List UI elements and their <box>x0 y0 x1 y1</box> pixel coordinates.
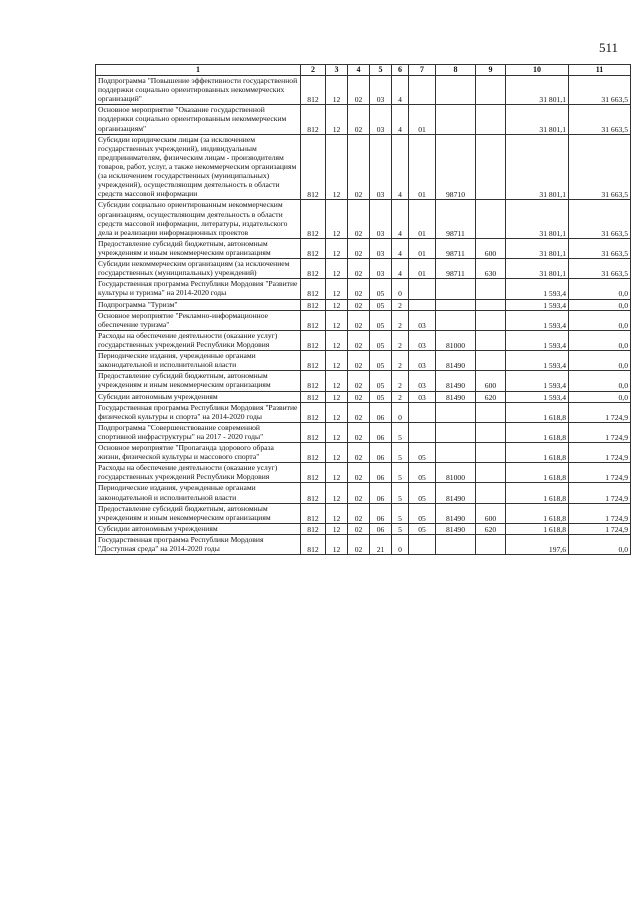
page-number: 511 <box>598 40 618 55</box>
subprogram-cell: 4 <box>392 200 409 238</box>
table-row <box>96 535 631 555</box>
subsection-cell: 02 <box>348 200 370 238</box>
column-header: 5 <box>370 65 392 76</box>
expense-type-cell: 620 <box>476 523 506 534</box>
amount-2020-cell: 31 663,5 <box>569 200 631 238</box>
column-header: 6 <box>392 65 409 76</box>
subsection-cell: 02 <box>348 279 370 299</box>
amount-2019-cell: 31 801,1 <box>506 134 569 200</box>
subsection-cell: 02 <box>348 463 370 483</box>
measure-cell <box>409 76 436 105</box>
subprogram-cell: 2 <box>392 330 409 350</box>
row-name-cell: Субсидии социально ориентированным некоммерческим организациям, осуществляющим деятельность в области средств массовой информации, литературы, издательского дела и реализации информационных проектов <box>96 200 301 238</box>
amount-2019-cell: 1 593,4 <box>506 279 569 299</box>
admin-code-cell: 812 <box>301 371 326 391</box>
expense-type-cell <box>476 310 506 330</box>
program-cell: 06 <box>370 483 392 503</box>
subsection-cell: 02 <box>348 330 370 350</box>
section-cell: 12 <box>326 402 348 422</box>
program-cell: 06 <box>370 402 392 422</box>
subprogram-cell: 4 <box>392 76 409 105</box>
measure-cell: 03 <box>409 391 436 402</box>
amount-2019-cell: 1 593,4 <box>506 330 569 350</box>
amount-2020-cell: 0,0 <box>569 371 631 391</box>
section-cell: 12 <box>326 259 348 279</box>
admin-code-cell: 812 <box>301 310 326 330</box>
program-cell: 03 <box>370 134 392 200</box>
amount-2019-cell: 1 618,8 <box>506 443 569 463</box>
program-cell: 06 <box>370 463 392 483</box>
direction-cell: 81000 <box>436 330 476 350</box>
section-cell: 12 <box>326 238 348 258</box>
section-cell: 12 <box>326 523 348 534</box>
amount-2020-cell: 1 724,9 <box>569 523 631 534</box>
amount-2020-cell: 0,0 <box>569 330 631 350</box>
subprogram-cell: 4 <box>392 105 409 134</box>
table-row <box>96 523 631 534</box>
admin-code-cell: 812 <box>301 330 326 350</box>
subsection-cell: 02 <box>348 443 370 463</box>
amount-2019-cell: 1 618,8 <box>506 463 569 483</box>
table-row <box>96 279 631 299</box>
subsection-cell: 02 <box>348 351 370 371</box>
amount-2020-cell: 0,0 <box>569 351 631 371</box>
column-header: 7 <box>409 65 436 76</box>
table-row <box>96 402 631 422</box>
subprogram-cell: 2 <box>392 351 409 371</box>
measure-cell: 03 <box>409 310 436 330</box>
amount-2019-cell: 1 618,8 <box>506 422 569 442</box>
subprogram-cell: 4 <box>392 238 409 258</box>
column-header: 11 <box>569 65 631 76</box>
row-name-cell: Основное мероприятие "Оказание государственной поддержки социально ориентированным некоммерческим организациям" <box>96 105 301 134</box>
program-cell: 05 <box>370 330 392 350</box>
subsection-cell: 02 <box>348 422 370 442</box>
section-cell: 12 <box>326 483 348 503</box>
section-cell: 12 <box>326 200 348 238</box>
direction-cell: 81490 <box>436 523 476 534</box>
row-name-cell: Предоставление субсидий бюджетным, автономным учреждениям и иным некоммерческим организациям <box>96 238 301 258</box>
amount-2020-cell: 0,0 <box>569 391 631 402</box>
measure-cell <box>409 402 436 422</box>
expense-type-cell <box>476 330 506 350</box>
admin-code-cell: 812 <box>301 503 326 523</box>
row-name-cell: Предоставление субсидий бюджетным, автономным учреждениям и иным некоммерческим организациям <box>96 371 301 391</box>
subprogram-cell: 2 <box>392 310 409 330</box>
subprogram-cell: 0 <box>392 402 409 422</box>
section-cell: 12 <box>326 503 348 523</box>
subsection-cell: 02 <box>348 76 370 105</box>
column-header: 8 <box>436 65 476 76</box>
table-row <box>96 105 631 134</box>
direction-cell <box>436 443 476 463</box>
row-name-cell: Расходы на обеспечение деятельности (оказание услуг) государственных учреждений Республики Мордовия <box>96 330 301 350</box>
subsection-cell: 02 <box>348 371 370 391</box>
amount-2020-cell: 1 724,9 <box>569 483 631 503</box>
expense-type-cell <box>476 351 506 371</box>
amount-2020-cell: 0,0 <box>569 279 631 299</box>
amount-2020-cell: 1 724,9 <box>569 503 631 523</box>
amount-2020-cell: 1 724,9 <box>569 422 631 442</box>
amount-2019-cell: 31 801,1 <box>506 238 569 258</box>
subsection-cell: 02 <box>348 299 370 310</box>
table-row <box>96 463 631 483</box>
admin-code-cell: 812 <box>301 523 326 534</box>
measure-cell: 05 <box>409 463 436 483</box>
section-cell: 12 <box>326 105 348 134</box>
subsection-cell: 02 <box>348 535 370 555</box>
program-cell: 05 <box>370 351 392 371</box>
expense-type-cell <box>476 279 506 299</box>
subsection-cell: 02 <box>348 134 370 200</box>
program-cell: 06 <box>370 503 392 523</box>
section-cell: 12 <box>326 422 348 442</box>
direction-cell: 81000 <box>436 463 476 483</box>
amount-2019-cell: 1 593,4 <box>506 310 569 330</box>
direction-cell: 81490 <box>436 351 476 371</box>
measure-cell: 03 <box>409 351 436 371</box>
admin-code-cell: 812 <box>301 351 326 371</box>
subprogram-cell: 0 <box>392 535 409 555</box>
amount-2019-cell: 1 593,4 <box>506 299 569 310</box>
admin-code-cell: 812 <box>301 422 326 442</box>
row-name-cell: Государственная программа Республики Мордовия "Доступная среда" на 2014-2020 годы <box>96 535 301 555</box>
measure-cell: 03 <box>409 330 436 350</box>
column-header: 10 <box>506 65 569 76</box>
amount-2019-cell: 197,6 <box>506 535 569 555</box>
direction-cell: 81490 <box>436 371 476 391</box>
row-name-cell: Основное мероприятие "Пропаганда здорового образа жизни, физической культуры и массового спорта" <box>96 443 301 463</box>
measure-cell: 05 <box>409 523 436 534</box>
table-row <box>96 76 631 105</box>
direction-cell <box>436 535 476 555</box>
measure-cell <box>409 279 436 299</box>
admin-code-cell: 812 <box>301 299 326 310</box>
expense-type-cell <box>476 105 506 134</box>
section-cell: 12 <box>326 279 348 299</box>
amount-2020-cell: 31 663,5 <box>569 259 631 279</box>
expense-type-cell <box>476 443 506 463</box>
table-row <box>96 503 631 523</box>
amount-2020-cell: 31 663,5 <box>569 76 631 105</box>
expense-type-cell <box>476 76 506 105</box>
expense-type-cell: 630 <box>476 259 506 279</box>
program-cell: 03 <box>370 76 392 105</box>
measure-cell <box>409 299 436 310</box>
measure-cell <box>409 535 436 555</box>
row-name-cell: Периодические издания, учрежденные органами законодательной и исполнительной власти <box>96 351 301 371</box>
section-cell: 12 <box>326 299 348 310</box>
subprogram-cell: 5 <box>392 483 409 503</box>
row-name-cell: Субсидии автономным учреждениям <box>96 523 301 534</box>
program-cell: 05 <box>370 371 392 391</box>
subsection-cell: 02 <box>348 310 370 330</box>
program-cell: 06 <box>370 443 392 463</box>
row-name-cell: Основное мероприятие "Рекламно-информационное обеспечение туризма" <box>96 310 301 330</box>
direction-cell: 98711 <box>436 200 476 238</box>
subsection-cell: 02 <box>348 503 370 523</box>
column-header: 3 <box>326 65 348 76</box>
direction-cell: 81490 <box>436 391 476 402</box>
row-name-cell: Подпрограмма "Повышение эффективности государственной поддержки социально ориентированных некоммерческих организаций" <box>96 76 301 105</box>
row-name-cell: Подпрограмма "Туризм" <box>96 299 301 310</box>
measure-cell: 01 <box>409 200 436 238</box>
expense-type-cell <box>476 535 506 555</box>
subprogram-cell: 4 <box>392 259 409 279</box>
expense-type-cell <box>476 402 506 422</box>
subprogram-cell: 0 <box>392 279 409 299</box>
direction-cell: 81490 <box>436 483 476 503</box>
subprogram-cell: 5 <box>392 503 409 523</box>
expense-type-cell: 600 <box>476 503 506 523</box>
subprogram-cell: 4 <box>392 134 409 200</box>
measure-cell: 01 <box>409 259 436 279</box>
admin-code-cell: 812 <box>301 443 326 463</box>
program-cell: 05 <box>370 279 392 299</box>
section-cell: 12 <box>326 310 348 330</box>
expense-type-cell: 600 <box>476 371 506 391</box>
admin-code-cell: 812 <box>301 238 326 258</box>
amount-2019-cell: 1 618,8 <box>506 503 569 523</box>
subsection-cell: 02 <box>348 483 370 503</box>
measure-cell: 01 <box>409 134 436 200</box>
column-header: 2 <box>301 65 326 76</box>
section-cell: 12 <box>326 535 348 555</box>
subsection-cell: 02 <box>348 523 370 534</box>
direction-cell <box>436 299 476 310</box>
table-row <box>96 299 631 310</box>
direction-cell <box>436 105 476 134</box>
direction-cell: 81490 <box>436 503 476 523</box>
admin-code-cell: 812 <box>301 463 326 483</box>
direction-cell <box>436 76 476 105</box>
table-row <box>96 238 631 258</box>
expense-type-cell <box>476 200 506 238</box>
amount-2019-cell: 1 593,4 <box>506 351 569 371</box>
program-cell: 06 <box>370 422 392 442</box>
table-row <box>96 351 631 371</box>
expense-type-cell: 600 <box>476 238 506 258</box>
section-cell: 12 <box>326 351 348 371</box>
amount-2020-cell: 1 724,9 <box>569 463 631 483</box>
section-cell: 12 <box>326 463 348 483</box>
table-row <box>96 259 631 279</box>
amount-2019-cell: 1 618,8 <box>506 523 569 534</box>
admin-code-cell: 812 <box>301 259 326 279</box>
table-row <box>96 422 631 442</box>
amount-2020-cell: 0,0 <box>569 299 631 310</box>
direction-cell <box>436 279 476 299</box>
direction-cell <box>436 402 476 422</box>
row-name-cell: Государственная программа Республики Мордовия "Развитие культуры и туризма" на 2014-2020 годы <box>96 279 301 299</box>
measure-cell: 05 <box>409 503 436 523</box>
direction-cell <box>436 310 476 330</box>
amount-2020-cell: 0,0 <box>569 535 631 555</box>
table-row <box>96 391 631 402</box>
table-row <box>96 483 631 503</box>
direction-cell: 98711 <box>436 238 476 258</box>
admin-code-cell: 812 <box>301 76 326 105</box>
row-name-cell: Подпрограмма "Совершенствование современной спортивной инфраструктуры" на 2017 - 2020 годы" <box>96 422 301 442</box>
subsection-cell: 02 <box>348 391 370 402</box>
subprogram-cell: 2 <box>392 299 409 310</box>
expense-type-cell <box>476 299 506 310</box>
table-row <box>96 200 631 238</box>
row-name-cell: Периодические издания, учрежденные органами законодательной и исполнительной власти <box>96 483 301 503</box>
subprogram-cell: 2 <box>392 391 409 402</box>
direction-cell <box>436 422 476 442</box>
column-header: 4 <box>348 65 370 76</box>
amount-2019-cell: 31 801,1 <box>506 76 569 105</box>
expense-type-cell <box>476 422 506 442</box>
section-cell: 12 <box>326 76 348 105</box>
program-cell: 03 <box>370 238 392 258</box>
amount-2020-cell: 0,0 <box>569 310 631 330</box>
program-cell: 05 <box>370 299 392 310</box>
expense-type-cell <box>476 483 506 503</box>
expense-type-cell: 620 <box>476 391 506 402</box>
row-name-cell: Субсидии юридическим лицам (за исключением государственных учреждений), индивидуальным предпринимателям, физическим лицам - производителям товаров, работ, услуг, а также некоммерческим организациям (за исключением государственных (муниципальных) учреждений), осуществляющим деятельность в области средств массовой информации <box>96 134 301 200</box>
expense-type-cell <box>476 463 506 483</box>
amount-2019-cell: 31 801,1 <box>506 105 569 134</box>
amount-2019-cell: 1 618,8 <box>506 402 569 422</box>
admin-code-cell: 812 <box>301 535 326 555</box>
direction-cell: 98710 <box>436 134 476 200</box>
admin-code-cell: 812 <box>301 134 326 200</box>
amount-2019-cell: 31 801,1 <box>506 259 569 279</box>
subsection-cell: 02 <box>348 402 370 422</box>
measure-cell: 05 <box>409 483 436 503</box>
column-header: 9 <box>476 65 506 76</box>
expense-type-cell <box>476 134 506 200</box>
row-name-cell: Субсидии некоммерческим организациям (за исключением государственных (муниципальных) учреждений) <box>96 259 301 279</box>
amount-2020-cell: 31 663,5 <box>569 238 631 258</box>
program-cell: 06 <box>370 523 392 534</box>
section-cell: 12 <box>326 371 348 391</box>
admin-code-cell: 812 <box>301 483 326 503</box>
table-header-row <box>96 65 631 76</box>
amount-2020-cell: 31 663,5 <box>569 134 631 200</box>
measure-cell <box>409 422 436 442</box>
program-cell: 03 <box>370 259 392 279</box>
amount-2020-cell: 1 724,9 <box>569 402 631 422</box>
admin-code-cell: 812 <box>301 200 326 238</box>
admin-code-cell: 812 <box>301 402 326 422</box>
admin-code-cell: 812 <box>301 105 326 134</box>
section-cell: 12 <box>326 391 348 402</box>
column-header: 1 <box>96 65 301 76</box>
table-row <box>96 330 631 350</box>
program-cell: 21 <box>370 535 392 555</box>
program-cell: 03 <box>370 200 392 238</box>
amount-2019-cell: 1 593,4 <box>506 371 569 391</box>
row-name-cell: Субсидии автономным учреждениям <box>96 391 301 402</box>
table-row <box>96 443 631 463</box>
amount-2019-cell: 31 801,1 <box>506 200 569 238</box>
measure-cell: 01 <box>409 105 436 134</box>
program-cell: 05 <box>370 391 392 402</box>
section-cell: 12 <box>326 443 348 463</box>
subprogram-cell: 5 <box>392 463 409 483</box>
amount-2019-cell: 1 593,4 <box>506 391 569 402</box>
section-cell: 12 <box>326 134 348 200</box>
subprogram-cell: 2 <box>392 371 409 391</box>
subsection-cell: 02 <box>348 259 370 279</box>
direction-cell: 98711 <box>436 259 476 279</box>
measure-cell: 03 <box>409 371 436 391</box>
subsection-cell: 02 <box>348 105 370 134</box>
section-cell: 12 <box>326 330 348 350</box>
table-row <box>96 134 631 200</box>
row-name-cell: Предоставление субсидий бюджетным, автономным учреждениям и иным некоммерческим организациям <box>96 503 301 523</box>
budget-table <box>95 64 631 555</box>
program-cell: 05 <box>370 310 392 330</box>
subprogram-cell: 5 <box>392 443 409 463</box>
row-name-cell: Государственная программа Республики Мордовия "Развитие физической культуры и спорта" на 2014-2020 годы <box>96 402 301 422</box>
program-cell: 03 <box>370 105 392 134</box>
admin-code-cell: 812 <box>301 279 326 299</box>
amount-2020-cell: 1 724,9 <box>569 443 631 463</box>
row-name-cell: Расходы на обеспечение деятельности (оказание услуг) государственных учреждений Республики Мордовия <box>96 463 301 483</box>
subsection-cell: 02 <box>348 238 370 258</box>
admin-code-cell: 812 <box>301 391 326 402</box>
table-row <box>96 371 631 391</box>
amount-2020-cell: 31 663,5 <box>569 105 631 134</box>
subprogram-cell: 5 <box>392 422 409 442</box>
amount-2019-cell: 1 618,8 <box>506 483 569 503</box>
measure-cell: 05 <box>409 443 436 463</box>
measure-cell: 01 <box>409 238 436 258</box>
table-row <box>96 310 631 330</box>
subprogram-cell: 5 <box>392 523 409 534</box>
